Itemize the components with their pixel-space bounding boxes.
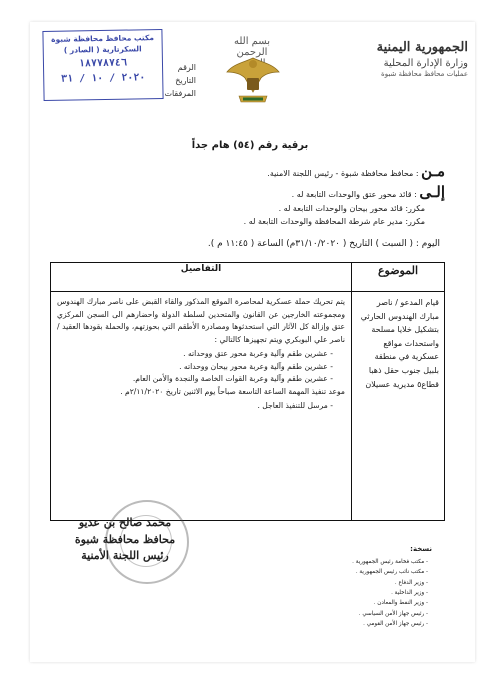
signature-block xyxy=(40,515,210,565)
stamp-number: ١٨٧٧٨٧٤٦ xyxy=(78,57,128,69)
details-header: التفاصيل xyxy=(51,263,352,292)
signatory-role: محافظ محافظة شبوة xyxy=(74,532,176,546)
details-table xyxy=(50,262,445,521)
list-item: - عشرين طقم وآلية وعربة محور بيحان ووحداته . xyxy=(57,361,333,374)
date-line: اليوم : ( السبت ) التاريخ ( ٣١/١٠/٢٠٢٠م) الساعة ( ١١:٤٥ م ). xyxy=(207,239,440,249)
stamp-section: السكرتارية ( الصادر ) xyxy=(63,44,142,55)
from-label: مـن xyxy=(421,162,445,180)
list-item: - عشرين طقم وآلية وعربة القوات الخاصة والنجدة والأمن العام. xyxy=(57,373,333,386)
details-intro: يتم تحريك حملة عسكرية لمحاصرة الموقع المذكور والقاء القبض على ناصر مبارك الهندوس ومجموعته الخارجين عن القانون والمتحدين لسلطة الدولة واحضارهم الى السجن المركزي عتق وإزالة كل الآثار التي استحدثوها ومصادرة الأطقم التي بحوزتهم، والحملة بقودها العقيد / ناصر علي البوبكري ويتم تجهيزها كالتالي : xyxy=(57,297,345,344)
equipment-list xyxy=(57,348,333,386)
office-title: عمليات محافظ محافظة شبوة xyxy=(381,69,468,78)
list-item: - وزير الدفاع . xyxy=(352,578,428,588)
to-text: : قائد محور عتق والوحدات التابعة له . xyxy=(291,190,417,199)
copies-list xyxy=(352,557,428,629)
from-text: : محافظ محافظة شبوة - رئيس اللجنة الامنية. xyxy=(267,169,419,178)
stamp-date: ٢٠٢٠ / ١٠ / ٣١ xyxy=(60,71,146,85)
table-header-row xyxy=(51,263,445,292)
cc-line-2: مكرر: مدير عام شرطة المحافظة والوحدات التابعة له . xyxy=(243,217,425,226)
list-item: - عشرين طقم وآلية وعربة محور عتق ووحداته . xyxy=(57,348,333,361)
list-item: - رئيس جهاز الأمن السياسي . xyxy=(352,609,428,619)
to-label: إلـى xyxy=(419,183,445,201)
cc-line-1: مكرر: قائد محور بيحان والوحدات التابعة له . xyxy=(278,204,425,213)
closing-list xyxy=(57,400,333,413)
copies-title: نسخة: xyxy=(410,545,432,553)
signatory-name: محمد صالح بن عديو xyxy=(78,516,172,529)
list-item: - رئيس جهاز الأمن القومي . xyxy=(352,619,428,629)
to-line xyxy=(292,183,445,201)
ref-attachments-label: المرفقات xyxy=(164,88,196,98)
yemen-eagle-emblem-icon xyxy=(225,52,281,108)
list-item: - وزير النفط والمعادن . xyxy=(352,598,428,608)
stamp-office: مكتب محافظ محافظة شبوة xyxy=(51,33,155,44)
basmala: بسم الله الرحمن xyxy=(233,36,271,58)
table-row xyxy=(51,292,445,521)
details-cell xyxy=(51,292,352,521)
ref-number-label: الرقم xyxy=(177,63,196,72)
letterhead xyxy=(328,40,468,79)
from-line xyxy=(267,162,445,180)
republic-title: الجمهورية اليمنية xyxy=(376,40,468,55)
ministry-title: وزارة الإدارة المحلية xyxy=(383,57,468,69)
list-item: - مكتب فخامة رئيس الجمهورية . xyxy=(352,557,428,567)
ref-date-label: التاريخ xyxy=(175,75,196,85)
signatory-role-2: رئيس اللجنة الأمنية xyxy=(81,549,169,562)
subject-header: الموضوع xyxy=(352,263,445,292)
telegram-title: برقية رقم (٥٤) هام جداً xyxy=(191,140,309,151)
list-item: - وزير الداخلية . xyxy=(352,588,428,598)
subject-cell: قيام المدعو / ناصر مبارك الهندوس الحارثي بتشكيل خلايا مسلحة واستحداث مواقع عسكرية في منطقة بلبيل جنوب حقل ذهبا قطاع٥ مديرية عسيلان xyxy=(352,292,445,521)
closing-note: - مرسل للتنفيذ العاجل . xyxy=(57,400,333,413)
list-item: - مكتب نائب رئيس الجمهورية . xyxy=(352,567,428,577)
execution-time: موعد تنفيذ المهمة الساعة التاسعة صباحاً يوم الاثنين تاريخ ٢/١١/٢٠٢٠م . xyxy=(120,386,345,396)
outgoing-stamp xyxy=(42,29,163,101)
